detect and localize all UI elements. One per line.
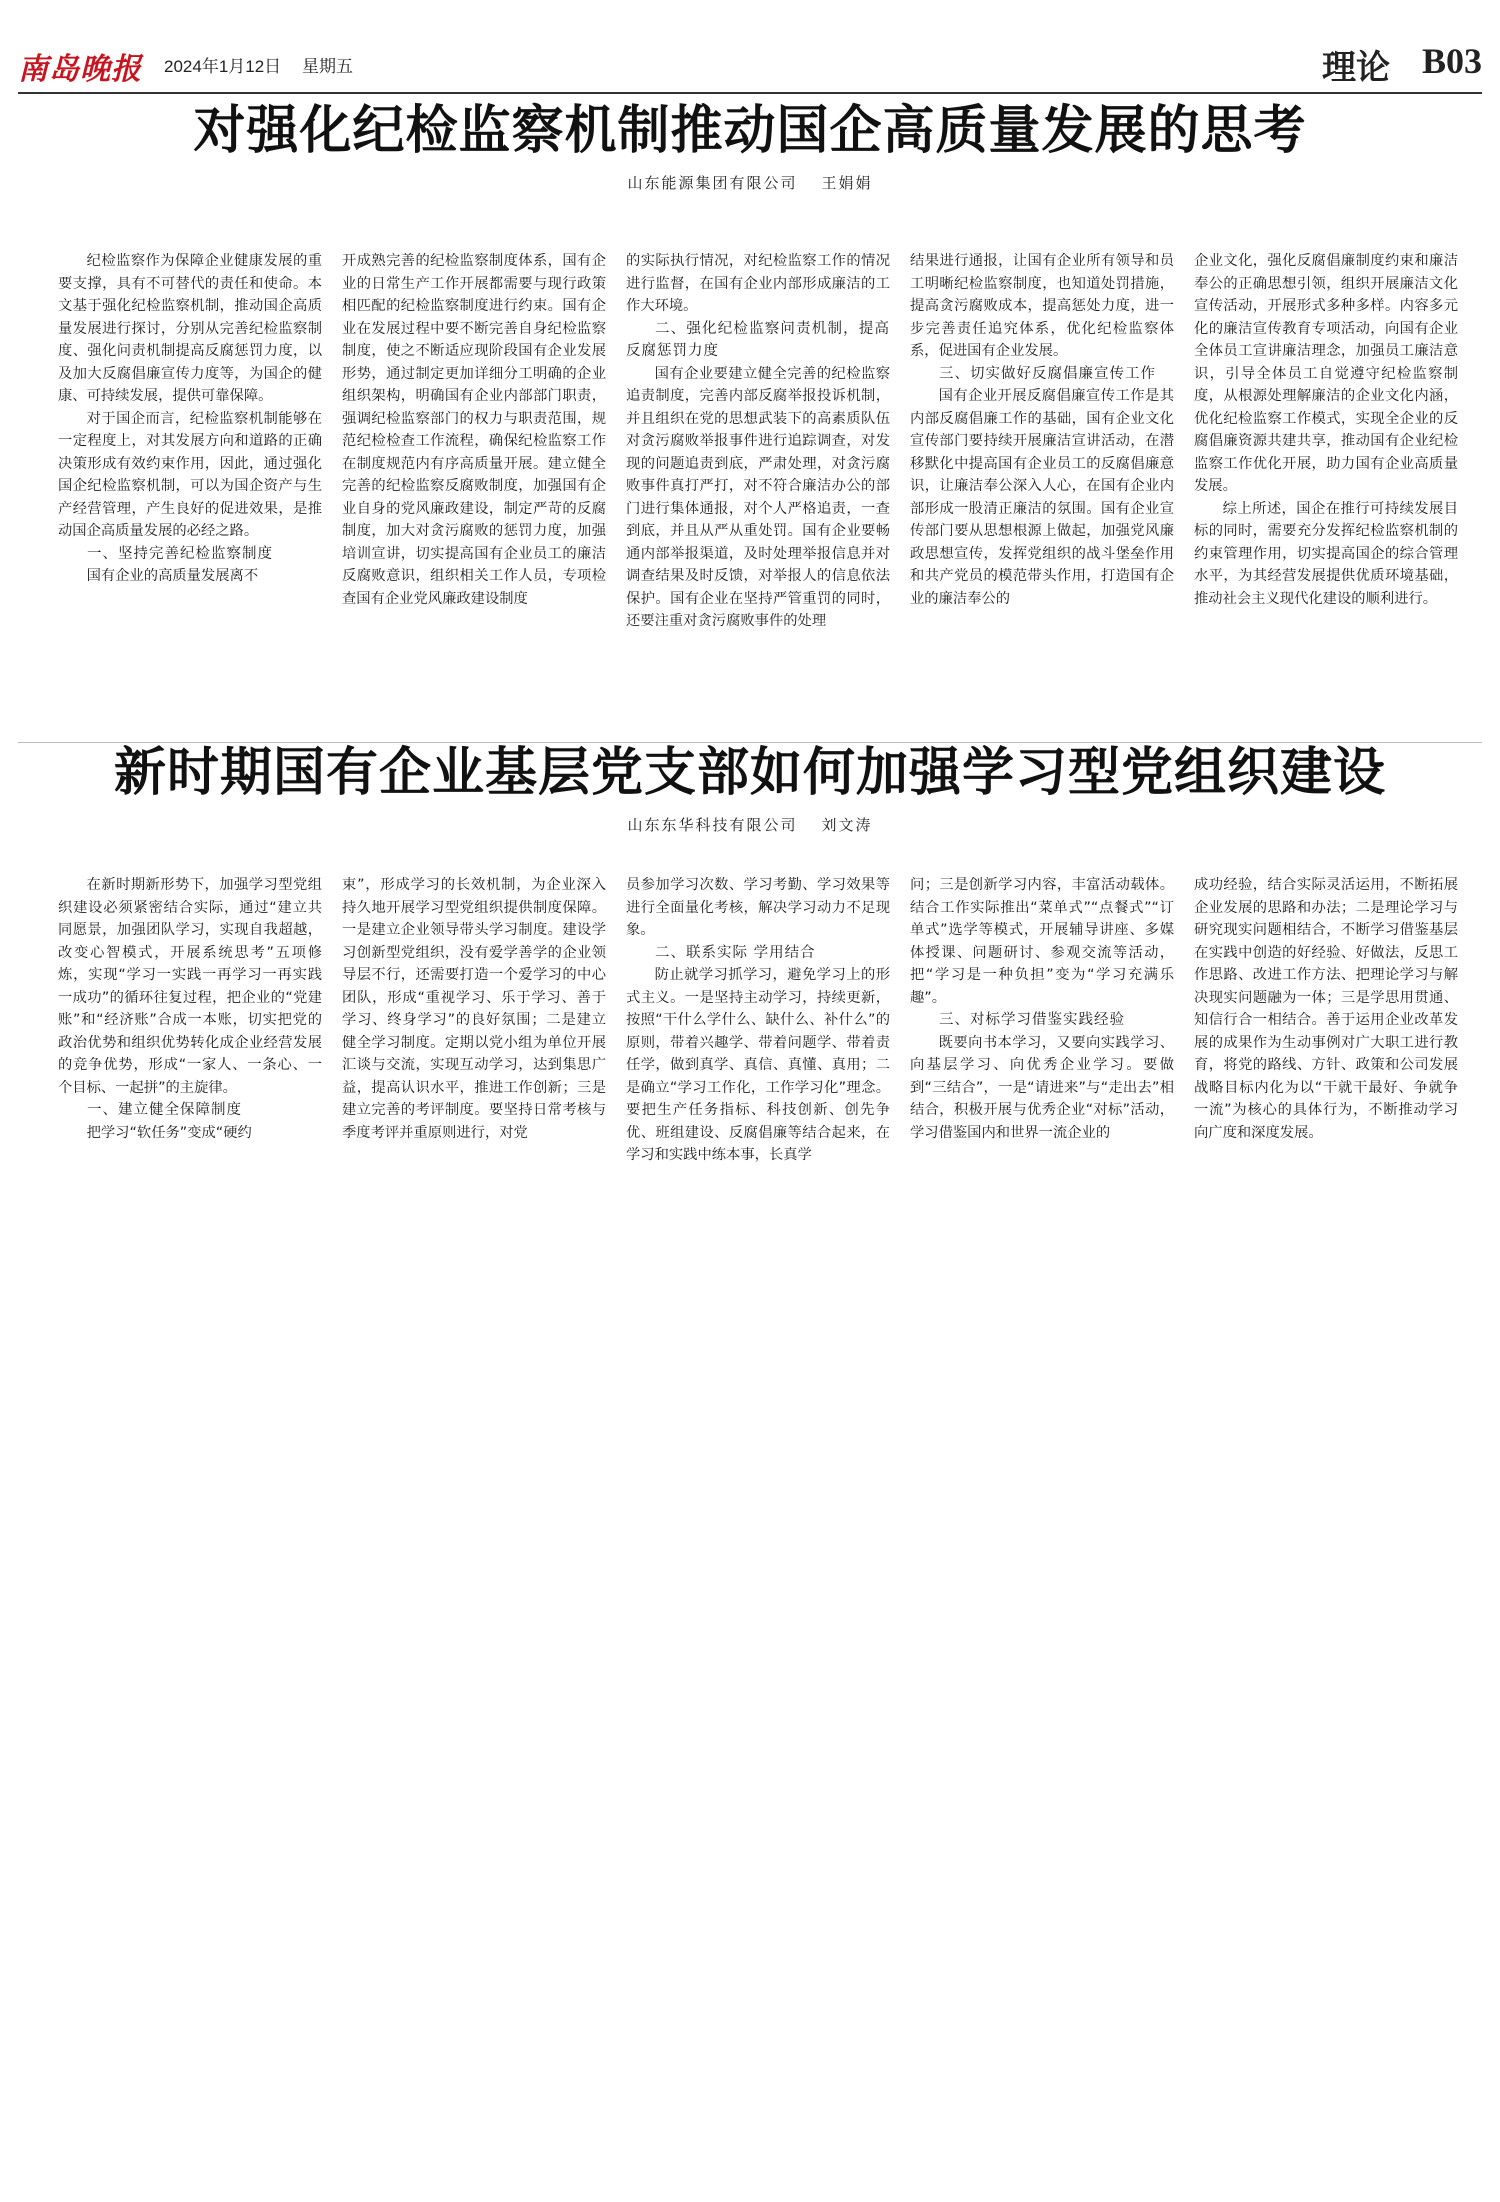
text-column — [342, 250, 606, 728]
body-paragraph: 综上所述，国企在推行可持续发展目标的同时，需要充分发挥纪检监察机制的约束管理作用，切实提高国企的综合管理水平，为其经营发展提供优质环境基础，推动社会主义现代化建设的顺利进行。 — [1194, 500, 1458, 607]
section-subheading: 三、切实做好反腐倡廉宣传工作 — [939, 365, 1156, 382]
body-paragraph: 国有企业开展反腐倡廉宣传工作是其内部反腐倡廉工作的基础，国有企业文化宣传部门要持续开展廉洁宣讲活动，在潜移默化中提高国有企业员工的反腐倡廉意识，让廉洁奉公深入人心，在国有企业内部形成一股清正廉洁的氛围。国有企业宣传部门要从思想根源上做起，加强党风廉政思想宣传，发挥党组织的战斗堡垒作用和共产党员的模范带头作用，打造国有企业的廉洁奉公的 — [910, 388, 1174, 607]
article-discipline-inspection — [18, 100, 1482, 740]
body-paragraph: 问；三是创新学习内容，丰富活动载体。结合工作实际推出“菜单式”“点餐式”“订单式”选学等模式，开展辅导讲座、多媒体授课、问题研讨、参观交流等活动，把“学习是一种负担”变为“学习充满乐趣”。 — [910, 877, 1174, 1006]
body-paragraph: 在新时期新形势下，加强学习型党组织建设必须紧密结合实际，通过“建立共同愿景，加强团队学习，实现自我超越，改变心智模式，开展系统思考”五项修炼，实现“学习一实践一再学习一再实践一成功”的循环往复过程，把企业的“党建账”和“经济账”合成一本账，切实把党的政治优势和组织优势转化成企业经营发展的竞争优势，形成“一家人、一条心、一个目标、一起拼”的主旋律。 — [58, 877, 322, 1096]
body-paragraph: 对于国企而言，纪检监察机制能够在一定程度上，对其发展方向和道路的正确决策形成有效约束作用，因此，通过强化国企纪检监察机制，可以为国企资产与生产经营管理，产生良好的促进效果，是推动国企高质量发展的必经之路。 — [58, 410, 322, 539]
body-paragraph: 企业文化，强化反腐倡廉制度约束和廉洁奉公的正确思想引领，组织开展廉洁文化宣传活动，开展形式多种多样。内容多元化的廉洁宣传教育专项活动，向国有企业全体员工宣讲廉洁理念，加强员工廉洁意识，引导全体员工自觉遵守纪检监察制度，从根源处理解廉洁的企业文化内涵，优化纪检监察工作模式，实现全企业的反腐倡廉资源共建共享，推动国有企业纪检监察工作优化开展，助力国有企业高质量发展。 — [1194, 253, 1458, 494]
text-column — [342, 874, 606, 1236]
section-name: 理论 — [1322, 48, 1390, 88]
author-name: 王娟娟 — [821, 174, 873, 193]
text-column — [910, 874, 1174, 1236]
section-subheading: 一、建立健全保障制度 — [87, 1102, 242, 1118]
body-paragraph: 结果进行通报，让国有企业所有领导和员工明晰纪检监察制度，也知道处罚措施，提高贪污腐败成本，提高惩处力度，进一步完善责任追究体系，优化纪检监察体系，促进国有企业发展。 — [910, 253, 1174, 359]
section-subheading: 二、强化纪检监察问责机制，提高反腐惩罚力度 — [626, 320, 890, 359]
author-organization: 山东能源集团有限公司 — [627, 174, 798, 193]
section-subheading: 二、联系实际 学用结合 — [655, 944, 816, 961]
text-column — [626, 250, 890, 728]
newspaper-logo: 南岛晚报 — [18, 52, 142, 87]
body-paragraph: 束”，形成学习的长效机制，为企业深入持久地开展学习型党组织提供制度保障。一是建立企业领导带头学习制度。建设学习创新型党组织，没有爱学善学的企业领导层不行，还需要打造一个爱学习的中心团队，形成“重视学习、乐于学习、善于学习、终身学习”的良好氛围；二是建立健全学习制度。定期以党小组为单位开展汇谈与交流，实现互动学习，达到集思广益，提高认识水平，推进工作创新；三是建立完善的考评制度。要坚持日常考核与季度考评并重原则进行，对党 — [342, 877, 606, 1141]
page-number: B03 — [1421, 41, 1482, 81]
body-paragraph: 把学习“软任务”变成“硬约 — [86, 1124, 252, 1141]
text-column — [58, 250, 322, 728]
article-byline — [18, 814, 1482, 835]
article-body — [58, 874, 1458, 1236]
author-organization: 山东东华科技有限公司 — [627, 816, 798, 835]
body-paragraph: 既要向书本学习，又要向实践学习、向基层学习、向优秀企业学习。要做到“三结合”，一是“请进来”与“走出去”相结合，积极开展与优秀企业“对标”活动，学习借鉴国内和世界一流企业的 — [910, 1034, 1174, 1141]
body-paragraph: 员参加学习次数、学习考勤、学习效果等进行全面量化考核，解决学习动力不足现象。 — [626, 877, 890, 938]
section-subheading: 一、坚持完善纪检监察制度 — [87, 545, 273, 562]
text-column — [1194, 250, 1458, 728]
body-paragraph: 成功经验，结合实际灵活运用，不断拓展企业发展的思路和办法；二是理论学习与研究现实问题相结合，不断学习借鉴基层在实践中创造的好经验、好做法，反思工作思路、改进工作方法、把理论学习与解决现实问题融为一体；三是学思用贯通、知信行合一相结合。善于运用企业改革发展的成果作为生动事例对广大职工进行教育，将党的路线、方针、政策和公司发展战略目标内化为以“干就干最好、争就争一流”为核心的具体行为，不断推动学习向广度和深度发展。 — [1194, 877, 1458, 1141]
text-column — [1194, 874, 1458, 1236]
article-headline: 新时期国有企业基层党支部如何加强学习型党组织建设 — [113, 742, 1386, 803]
body-paragraph: 国有企业要建立健全完善的纪检监察追责制度，完善内部反腐举报投诉机制，并且组织在党的思想武装下的高素质队伍对贪污腐败举报事件进行追踪调查，对发现的问题追责到底，严肃处理，对贪污腐败事件真打严打，对不符合廉洁办公的部门进行集体通报，对个人严格追责，一查到底，并且从严从重处罚。国有企业要畅通内部举报渠道，及时处理举报信息并对调查结果及时反馈，对举报人的信息依法保护。国有企业在坚持严管重罚的同时，还要注重对贪污腐败事件的处理 — [626, 365, 890, 629]
article-body — [58, 250, 1458, 728]
body-paragraph: 防止就学习抓学习，避免学习上的形式主义。一是坚持主动学习，持续更新，按照“干什么学什么、缺什么、补什么”的原则，带着兴趣学、带着问题学、带着责任学，做到真学、真信、真懂、真用；二是确立“学习工作化，工作学习化”理念。要把生产任务指标、科技创新、创先争优、班组建设、反腐倡廉等结合起来，在学习和实践中练本事，长真学 — [626, 967, 890, 1163]
publication-date: 2024年1月12日 — [164, 57, 282, 76]
text-column — [626, 874, 890, 1236]
body-paragraph: 国有企业的高质量发展离不 — [86, 568, 259, 584]
body-paragraph: 纪检监察作为保障企业健康发展的重要支撑，具有不可替代的责任和使命。本文基于强化纪检监察机制，推动国企高质量发展进行探讨，分别从完善纪检监察制度、强化问责机制提高反腐惩罚力度，以及加大反腐倡廉宣传力度等，为国企的健康、可持续发展，提供可靠保障。 — [58, 253, 322, 404]
author-name: 刘文涛 — [821, 816, 873, 835]
body-paragraph: 的实际执行情况，对纪检监察工作的情况进行监督，在国有企业内部形成廉洁的工作大环境。 — [626, 253, 890, 314]
masthead — [18, 38, 1482, 90]
article-learning-party-organization — [18, 742, 1482, 1262]
article-headline: 对强化纪检监察机制推动国企高质量发展的思考 — [193, 100, 1307, 161]
text-column — [58, 874, 322, 1236]
body-paragraph: 开成熟完善的纪检监察制度体系，国有企业的日常生产工作开展都需要与现行政策相匹配的纪检监察制度进行约束。国有企业在发展过程中要不断完善自身纪检监察制度，使之不断适应现阶段国有企业发展形势，通过制定更加详细分工明确的企业组织架构，明确国有企业内部部门职责，强调纪检监察部门的权力与职责范围，规范纪检检查工作流程，确保纪检监察工作在制度规范内有序高质量开展。建立健全完善的纪检监察反腐败制度，加强国有企业自身的党风廉政建设，制定严苛的反腐制度，加大对贪污腐败的惩罚力度，加强培训宣讲，切实提高国有企业员工的廉洁反腐败意识，组织相关工作人员，专项检查国有企业党风廉政建设制度 — [342, 253, 606, 607]
section-subheading: 三、对标学习借鉴实践经验 — [939, 1012, 1125, 1028]
text-column — [910, 250, 1174, 728]
article-byline — [18, 172, 1482, 193]
publication-weekday: 星期五 — [302, 57, 353, 76]
header-rule — [18, 92, 1482, 94]
